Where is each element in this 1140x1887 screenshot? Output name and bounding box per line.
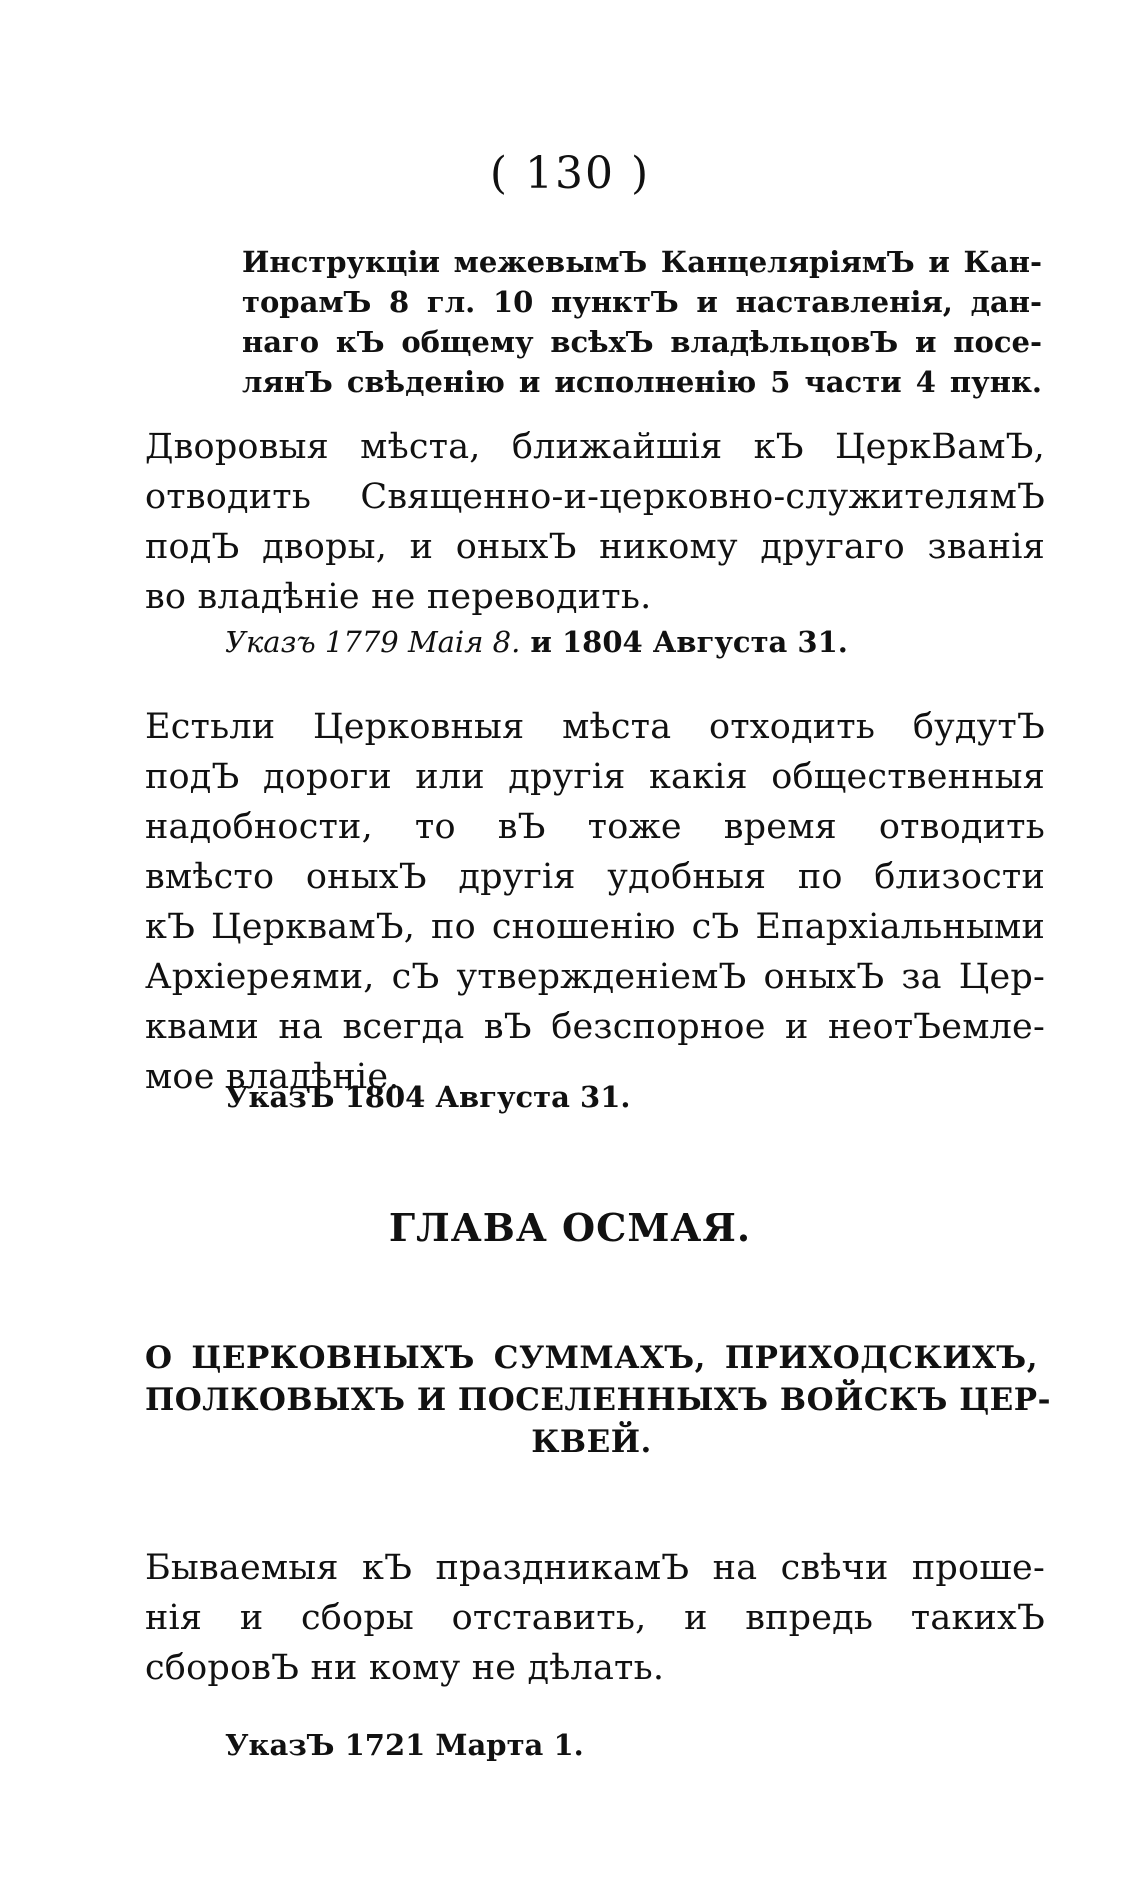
paragraph-line: подЪ дворы, и оныхЪ никому другаго званія bbox=[145, 527, 1045, 567]
subtitle-line: КВЕЙ. bbox=[531, 1424, 652, 1460]
decree-reference-italic: Указъ 1779 Маія 8. bbox=[225, 625, 521, 659]
paragraph-line: Бываемыя кЪ праздникамЪ на свѣчи проше- bbox=[145, 1548, 1045, 1588]
paragraph-line: во владѣніе не переводить. bbox=[145, 577, 652, 617]
decree-reference bbox=[225, 625, 848, 659]
paragraph-line: Дворовыя мѣста, ближайшія кЪ ЦеркВамЪ, bbox=[145, 427, 1045, 467]
intro-citation bbox=[242, 242, 1042, 402]
page-number: ( 130 ) bbox=[489, 148, 651, 199]
intro-line: лянЪ свѣденію и исполненію 5 части 4 пунк. bbox=[242, 365, 1042, 399]
subtitle-line: О ЦЕРКОВНЫХЪ СУММАХЪ, ПРИХОДСКИХЪ, bbox=[145, 1340, 1038, 1376]
paragraph-line: подЪ дороги или другія какія общественныя bbox=[145, 757, 1045, 797]
chapter-title: ГЛАВА ОСМАЯ. bbox=[388, 1205, 752, 1250]
paragraph-church-plots bbox=[145, 422, 1045, 622]
paragraph-line: надобности, то вЪ тоже время отводить bbox=[145, 807, 1045, 847]
paragraph-candle-collections bbox=[145, 1543, 1045, 1693]
subtitle-line: ПОЛКОВЫХЪ И ПОСЕЛЕННЫХЪ ВОЙСКЪ ЦЕР- bbox=[145, 1382, 1051, 1418]
paragraph-line: вмѣсто оныхЪ другія удобныя по близости bbox=[145, 857, 1045, 897]
decree-reference-rest: и 1804 Августа 31. bbox=[520, 625, 848, 659]
decree-reference: УказЪ 1721 Марта 1. bbox=[225, 1728, 584, 1762]
paragraph-line: Естьли Церковныя мѣста отходить будутЪ bbox=[145, 707, 1045, 747]
paragraph-line: сборовЪ ни кому не дѣлать. bbox=[145, 1648, 665, 1688]
paragraph-line: Архіереями, сЪ утвержденіемЪ оныхЪ за Цер- bbox=[145, 957, 1045, 997]
paragraph-church-land bbox=[145, 702, 1045, 1102]
paragraph-line: кЪ ЦерквамЪ, по сношенію сЪ Епархіальными bbox=[145, 907, 1045, 947]
intro-line: наго кЪ общему всѣхЪ владѣльцовЪ и посе- bbox=[242, 325, 1042, 359]
chapter-subtitle bbox=[145, 1337, 1051, 1463]
decree-reference: УказЪ 1804 Августа 31. bbox=[225, 1080, 631, 1114]
paragraph-line: мое владѣніе. bbox=[145, 1057, 400, 1097]
paragraph-line: нія и сборы отставить, и впредь такихЪ bbox=[145, 1598, 1045, 1638]
intro-line: торамЪ 8 гл. 10 пунктЪ и наставленія, дан- bbox=[242, 285, 1042, 319]
intro-line: Инструкціи межевымЪ КанцеляріямЪ и Кан- bbox=[242, 245, 1042, 279]
paragraph-line: отводить Священно-и-церковно-служителямЪ bbox=[145, 477, 1045, 517]
paragraph-line: квами на всегда вЪ безспорное и неотЪемле- bbox=[145, 1007, 1045, 1047]
